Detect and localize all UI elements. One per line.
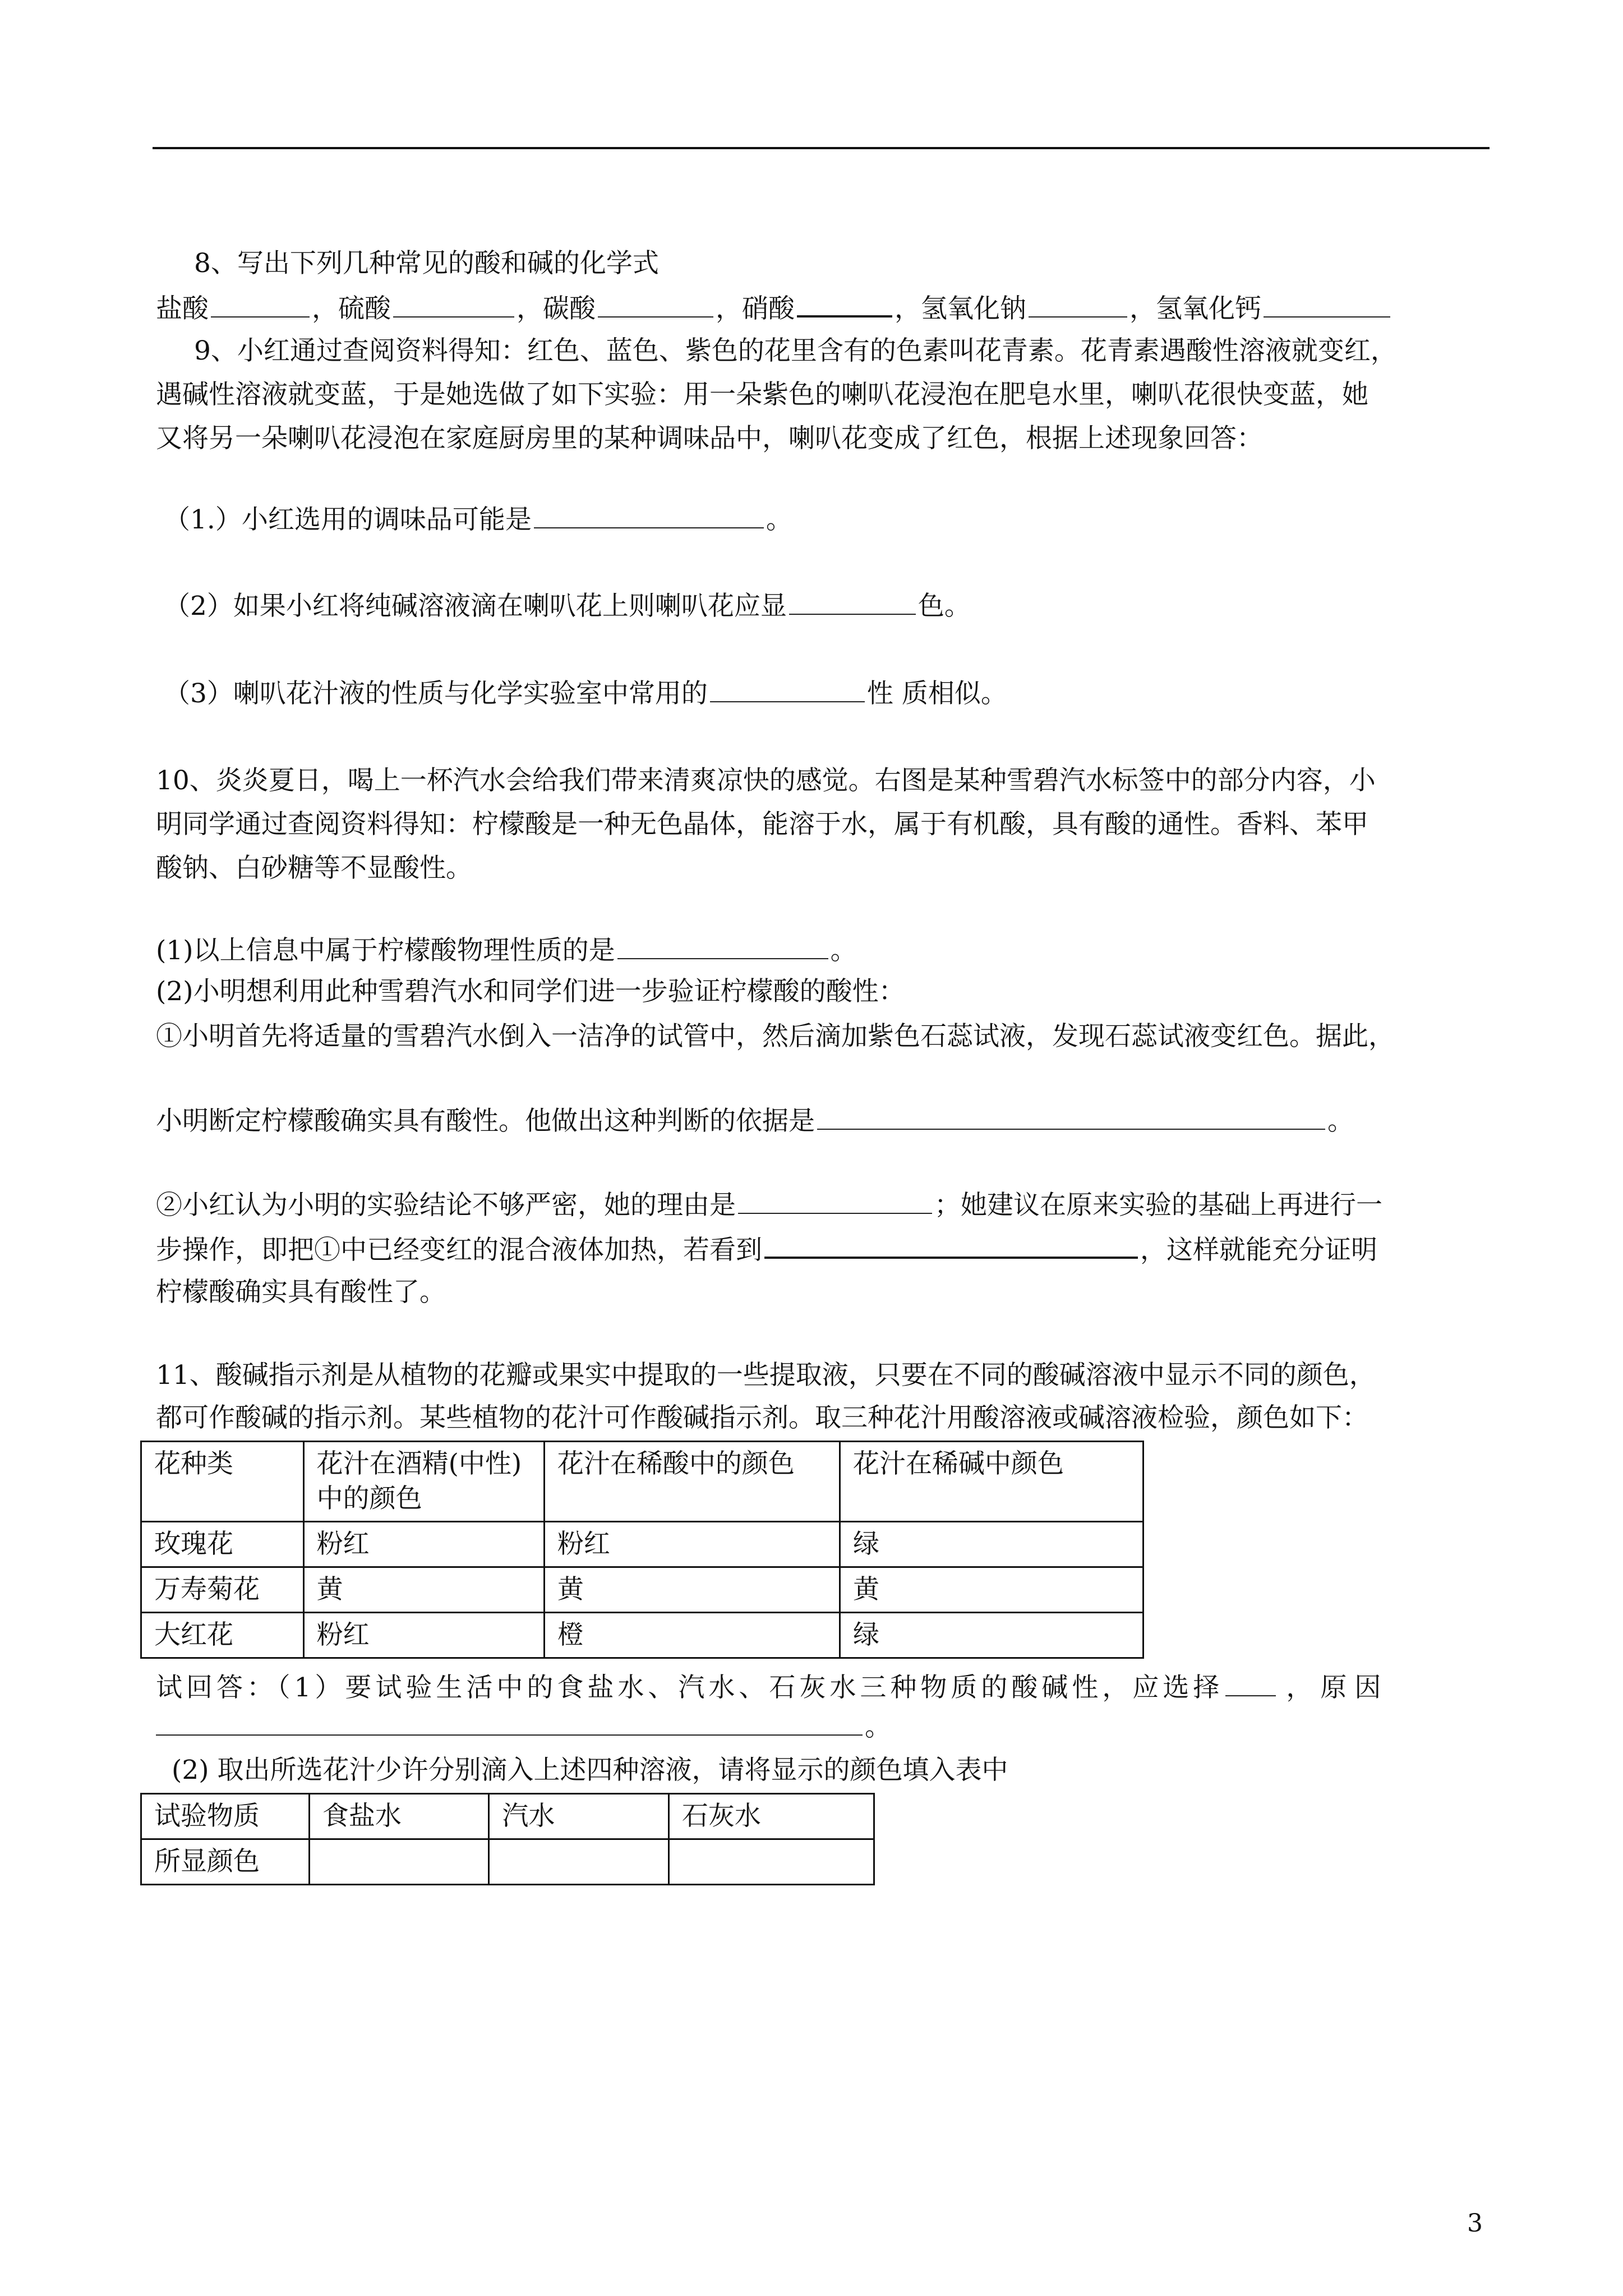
q10-part-2: (2)小明想利用此种雪碧汽水和同学们进一步验证柠檬酸的酸性： [156, 976, 905, 1007]
q10-part-1 [156, 933, 857, 968]
flower-color-table [140, 1441, 1144, 1659]
q11-answer-1-reason-label: ，原因 [1286, 1672, 1389, 1703]
q9-line-1: 9、小红通过查阅资料得知：红色、蓝色、紫色的花里含有的色素叫花青素。花青素遇酸性溶液就变红， [194, 335, 1397, 366]
table-header-cell: 花种类 [141, 1442, 304, 1522]
table-header-cell: 花汁在稀酸中的颜色 [544, 1442, 840, 1522]
q9-line-2: 遇碱性溶液就变蓝，于是她选做了如下实验：用一朵紫色的喇叭花浸泡在肥皂水里，喇叭花很快变蓝，她 [156, 379, 1368, 410]
q11-answer-1-text: 试回答：（1）要试验生活中的食盐水、汽水、石灰水三种物质的酸碱性，应选择 [156, 1672, 1224, 1703]
q8-blank-naoh[interactable] [1029, 292, 1127, 318]
q8-label-h2co3: ，碳酸 [517, 293, 596, 324]
q8-label-naoh: ，氢氧化钠 [895, 293, 1026, 324]
table-row [141, 1613, 1144, 1658]
table-cell: 粉红 [544, 1522, 840, 1567]
q8-label-hno3: ，硝酸 [716, 293, 795, 324]
q10-c1-blank[interactable] [817, 1104, 1325, 1130]
q11-answer-2: (2) 取出所选花汁少许分别滴入上述四种溶液，请将显示的颜色填入表中 [172, 1755, 1008, 1786]
substance-color-table [140, 1793, 875, 1885]
q11-answer-1 [156, 1671, 1389, 1705]
q11-answer-1-reason-line [156, 1710, 891, 1744]
q10-c2-blank-1[interactable] [738, 1188, 932, 1214]
q9-part-1 [164, 503, 792, 537]
table-cell: 粉红 [303, 1613, 544, 1658]
table-header-row [141, 1442, 1144, 1522]
table-header-cell: 石灰水 [668, 1794, 874, 1839]
table-header-cell: 花汁在稀碱中颜色 [840, 1442, 1143, 1522]
q11-answer-1-blank-reason[interactable] [156, 1710, 863, 1736]
table-cell: 橙 [544, 1613, 840, 1658]
q10-line-2: 明同学通过查阅资料得知：柠檬酸是一种无色晶体，能溶于水，属于有机酸，具有酸的通性。香料、苯甲 [156, 809, 1368, 840]
q8-label-h2so4: ，硫酸 [312, 293, 391, 324]
q10-part-1-text: (1)以上信息中属于柠檬酸物理性质的是 [156, 935, 615, 966]
table-cell: 黄 [840, 1567, 1143, 1613]
q11-answer-1-blank-choice[interactable] [1225, 1671, 1276, 1696]
q9-part-3 [164, 677, 1007, 711]
q8-formula-line [156, 291, 1393, 326]
table-header-cell: 食盐水 [309, 1794, 489, 1839]
q8-label-hcl: 盐酸 [156, 293, 209, 324]
q10-line-3: 酸钠、白砂糖等不显酸性。 [156, 853, 472, 884]
q9-part-2-end: 色。 [917, 591, 971, 622]
q8-title: 8、写出下列几种常见的酸和碱的化学式 [194, 248, 659, 279]
table-cell: 粉红 [303, 1522, 544, 1567]
table-header-row [141, 1794, 874, 1839]
q9-part-2-blank[interactable] [789, 589, 916, 615]
q8-label-caoh2: ，氢氧化钙 [1129, 293, 1261, 324]
table-row [141, 1522, 1144, 1567]
q9-part-1-text: （1.）小红选用的调味品可能是 [164, 504, 532, 535]
q9-part-2-text: （2）如果小红将纯碱溶液滴在喇叭花上则喇叭花应显 [164, 591, 787, 622]
q10-c1-end: 。 [1327, 1106, 1354, 1137]
table-row [141, 1567, 1144, 1613]
table-cell: 黄 [303, 1567, 544, 1613]
header-rule [153, 147, 1490, 149]
q10-c2-text-4: ，这样就能充分证明 [1140, 1235, 1377, 1266]
q9-part-3-end: 性 质相似。 [866, 678, 1007, 709]
q9-part-2 [164, 589, 971, 623]
table-cell: 万寿菊花 [141, 1567, 304, 1613]
q10-c1-line-1: ①小明首先将适量的雪碧汽水倒入一洁净的试管中，然后滴加紫色石蕊试液，发现石蕊试液变红色。据此， [156, 1021, 1395, 1052]
q10-c1-line-2 [156, 1104, 1354, 1138]
q8-blank-h2so4[interactable] [393, 292, 514, 318]
q11-line-2: 都可作酸碱的指示剂。某些植物的花汁可作酸碱指示剂。取三种花汁用酸溶液或碱溶液检验，颜色如下： [156, 1402, 1368, 1433]
q11-line-1: 11、酸碱指示剂是从植物的花瓣或果实中提取的一些提取液，只要在不同的酸碱溶液中显示不同的颜色， [156, 1360, 1376, 1391]
q8-blank-caoh2[interactable] [1264, 292, 1390, 318]
answer-cell-salt-water[interactable] [309, 1839, 489, 1885]
q8-blank-hno3[interactable] [797, 291, 892, 318]
q10-c2-text-3: 步操作，即把①中已经变红的混合液体加热，若看到 [156, 1235, 762, 1266]
q10-c2-blank-2[interactable] [764, 1232, 1138, 1259]
q10-line-1: 10、炎炎夏日，喝上一杯汽水会给我们带来清爽凉快的感觉。右图是某种雪碧汽水标签中的部分内容，小 [156, 765, 1376, 796]
answer-cell-soda[interactable] [489, 1839, 669, 1885]
table-cell: 绿 [840, 1522, 1143, 1567]
q8-blank-h2co3[interactable] [598, 292, 713, 318]
table-row [141, 1839, 874, 1885]
page-number: 3 [1467, 2209, 1483, 2238]
q11-answer-1-end: 。 [865, 1711, 891, 1742]
table-cell: 所显颜色 [141, 1839, 310, 1885]
q9-part-3-text: （3）喇叭花汁液的性质与化学实验室中常用的 [164, 678, 708, 709]
q10-c2-text-2: ；她建议在原来实验的基础上再进行一 [934, 1190, 1382, 1221]
table-cell: 绿 [840, 1613, 1143, 1658]
q8-blank-hcl[interactable] [211, 292, 310, 318]
table-header-cell: 花汁在酒精(中性)中的颜色 [303, 1442, 544, 1522]
table-header-cell: 试验物质 [141, 1794, 310, 1839]
q10-c2-text-1: ②小红认为小明的实验结论不够严密，她的理由是 [156, 1190, 736, 1221]
q9-line-3: 又将另一朵喇叭花浸泡在家庭厨房里的某种调味品中，喇叭花变成了红色，根据上述现象回答： [156, 423, 1263, 454]
q10-c2-line-1 [156, 1188, 1382, 1222]
q10-part-1-blank[interactable] [617, 933, 828, 959]
q10-c2-line-2 [156, 1232, 1377, 1267]
q9-part-3-blank[interactable] [710, 677, 865, 702]
answer-cell-limewater[interactable] [668, 1839, 874, 1885]
q10-part-1-end: 。 [830, 935, 857, 966]
table-header-cell: 汽水 [489, 1794, 669, 1839]
q10-c1-text: 小明断定柠檬酸确实具有酸性。他做出这种判断的依据是 [156, 1106, 815, 1137]
q9-part-1-blank[interactable] [534, 503, 764, 528]
q10-c2-line-3: 柠檬酸确实具有酸性了。 [156, 1277, 446, 1308]
table-cell: 大红花 [141, 1613, 304, 1658]
table-cell: 玫瑰花 [141, 1522, 304, 1567]
q9-part-1-end: 。 [766, 504, 792, 535]
table-cell: 黄 [544, 1567, 840, 1613]
